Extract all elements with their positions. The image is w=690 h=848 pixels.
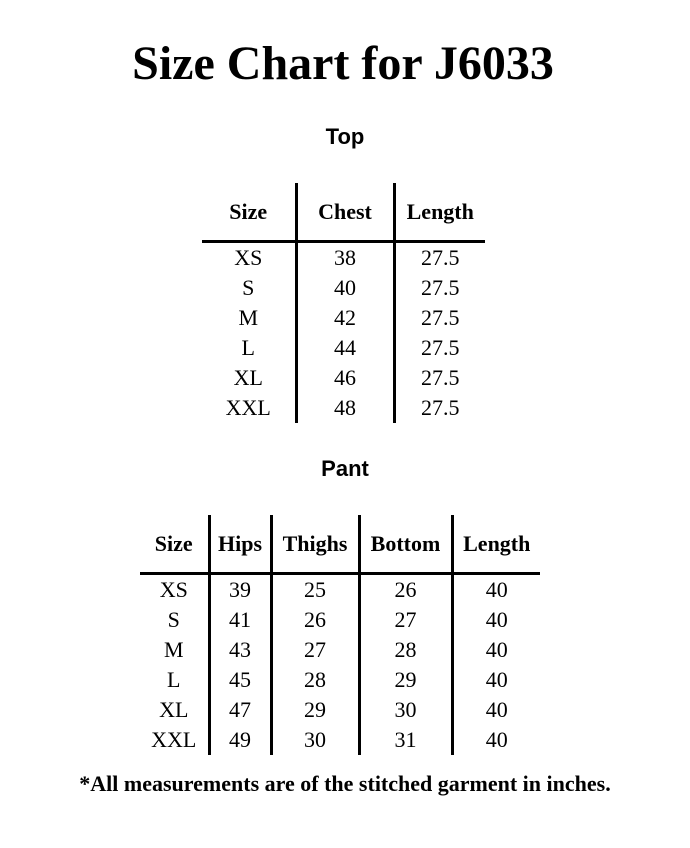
table-cell: 40	[452, 574, 540, 606]
table-cell: XL	[233, 365, 263, 390]
table-cell: 25	[271, 574, 359, 606]
table-row	[202, 333, 485, 363]
table-cell: M	[238, 305, 259, 330]
pant-size-table	[140, 515, 540, 755]
table-cell: 27.5	[394, 363, 485, 393]
table-row	[140, 605, 540, 635]
table-cell: 27.5	[394, 303, 485, 333]
table-cell: 39	[209, 574, 271, 606]
table-header-row	[140, 515, 540, 574]
table-cell: 44	[296, 333, 394, 363]
table-cell: 40	[452, 695, 540, 725]
table-row	[140, 665, 540, 695]
table-row	[140, 574, 540, 606]
table-cell: 27.5	[394, 393, 485, 423]
column-header-size: Size	[140, 515, 209, 574]
table-row	[202, 363, 485, 393]
table-cell: 31	[359, 725, 452, 755]
table-cell: 26	[271, 605, 359, 635]
table-cell: 40	[296, 273, 394, 303]
table-cell: S	[242, 275, 255, 300]
table-row	[202, 242, 485, 274]
table-cell: XXL	[151, 727, 197, 752]
table-cell: 41	[209, 605, 271, 635]
table-cell: 27	[359, 605, 452, 635]
table-cell: 42	[296, 303, 394, 333]
table-cell: 27.5	[394, 273, 485, 303]
table-cell: 40	[452, 725, 540, 755]
table-cell: 29	[359, 665, 452, 695]
top-section-title: Top	[325, 124, 365, 149]
table-row	[202, 273, 485, 303]
table-cell: 40	[452, 635, 540, 665]
table-cell: 49	[209, 725, 271, 755]
table-cell: L	[241, 335, 255, 360]
table-cell: XL	[159, 697, 189, 722]
column-header-hips: Hips	[209, 515, 271, 574]
table-header-row	[202, 183, 485, 242]
table-row	[140, 695, 540, 725]
column-header-length: Length	[452, 515, 540, 574]
table-cell: 46	[296, 363, 394, 393]
table-cell: 38	[296, 242, 394, 274]
table-cell: 30	[271, 725, 359, 755]
table-cell: XS	[159, 577, 188, 602]
table-row	[140, 635, 540, 665]
table-cell: 48	[296, 393, 394, 423]
table-cell: L	[167, 667, 181, 692]
table-cell: 47	[209, 695, 271, 725]
table-cell: 30	[359, 695, 452, 725]
column-header-bottom: Bottom	[359, 515, 452, 574]
top-size-table	[202, 183, 485, 423]
table-row	[140, 725, 540, 755]
table-cell: XS	[234, 245, 263, 270]
table-row	[202, 393, 485, 423]
column-header-thighs: Thighs	[271, 515, 359, 574]
table-cell: M	[163, 637, 184, 662]
table-cell: 43	[209, 635, 271, 665]
table-cell: 26	[359, 574, 452, 606]
column-header-size: Size	[202, 183, 296, 242]
table-cell: 40	[452, 605, 540, 635]
column-header-length: Length	[394, 183, 485, 242]
table-cell: 29	[271, 695, 359, 725]
table-cell: 40	[452, 665, 540, 695]
table-cell: 28	[271, 665, 359, 695]
table-cell: 27.5	[394, 242, 485, 274]
table-cell: XXL	[225, 395, 271, 420]
pant-section-title: Pant	[321, 456, 369, 481]
table-cell: 27.5	[394, 333, 485, 363]
table-cell: 28	[359, 635, 452, 665]
table-row	[202, 303, 485, 333]
measurement-footnote: *All measurements are of the stitched garment in inches.	[79, 771, 611, 796]
column-header-chest: Chest	[296, 183, 394, 242]
table-cell: S	[167, 607, 180, 632]
table-cell: 45	[209, 665, 271, 695]
table-cell: 27	[271, 635, 359, 665]
page-title: Size Chart for J6033	[132, 37, 554, 90]
